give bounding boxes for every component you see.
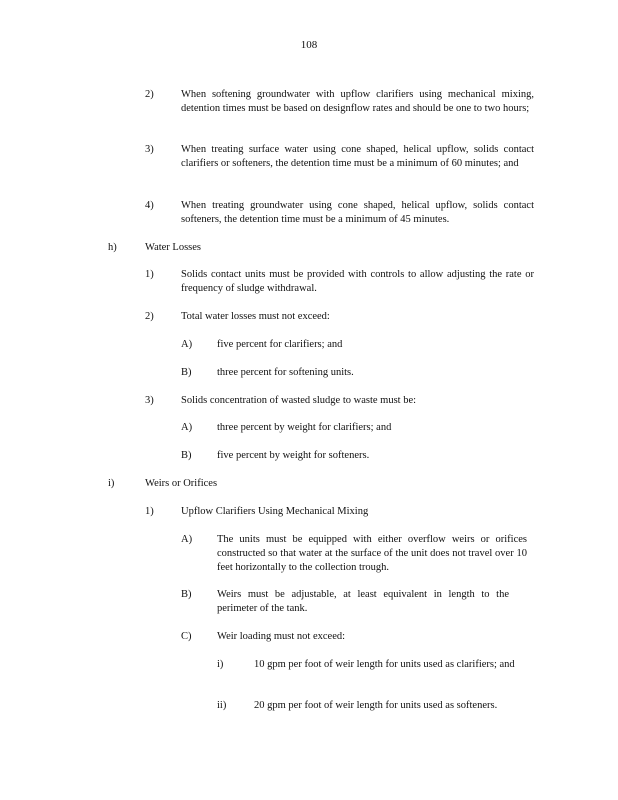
item-text: five percent for clarifiers; and [217,339,343,350]
page-number: 108 [300,39,318,51]
item-label: 1) [145,269,154,280]
item-text: The units must be equipped with either overflow weirs or orifices constructed so that water at the surface of the unit does not travel over 10 feet horizontally to the collection trough. [217,534,527,573]
section-title: Weirs or Orifices [145,478,218,489]
item-text: Weirs must be adjustable, at least equivalent in length to the perimeter of the tank. [217,589,509,614]
item-label: 3) [145,395,154,406]
item-label: A) [181,339,193,350]
item-text: Solids concentration of wasted sludge to waste must be: [181,395,417,406]
item-text: three percent by weight for clarifiers; and [217,422,392,433]
item-label: 3) [145,144,154,155]
section-label: i) [108,478,115,489]
item-label: A) [181,422,193,433]
item-label: 4) [145,200,154,211]
item-label: B) [181,367,192,378]
item-text: 20 gpm per foot of weir length for units used as softeners. [254,700,498,711]
section-label: h) [108,242,117,253]
item-label: 2) [145,311,154,322]
item-label: B) [181,450,192,461]
item-text: When treating groundwater using cone shaped, helical upflow, solids contact softeners, the detention time must be a minimum of 45 minutes. [181,200,534,225]
item-label: C) [181,631,192,642]
item-label: 1) [145,506,154,517]
item-text: Upflow Clarifiers Using Mechanical Mixing [181,506,369,517]
item-text: When softening groundwater with upflow clarifiers using mechanical mixing, detention times must be based on designflow rates and should be one to two hours; [181,89,534,114]
item-label: 2) [145,89,154,100]
section-title: Water Losses [145,242,202,253]
item-label: B) [181,589,192,600]
item-text: five percent by weight for softeners. [217,450,370,461]
item-label: ii) [217,700,227,711]
item-text: Weir loading must not exceed: [217,631,346,642]
item-text: Total water losses must not exceed: [181,311,330,322]
item-text: three percent for softening units. [217,367,354,378]
item-label: i) [217,659,224,670]
item-text: 10 gpm per foot of weir length for units used as clarifiers; and [254,659,515,670]
item-label: A) [181,534,193,545]
item-text: When treating surface water using cone shaped, helical upflow, solids contact clarifiers or softeners, the detention time must be a minimum of 60 minutes; and [181,144,534,169]
item-text: Solids contact units must be provided with controls to allow adjusting the rate or frequency of sludge withdrawal. [181,269,534,294]
